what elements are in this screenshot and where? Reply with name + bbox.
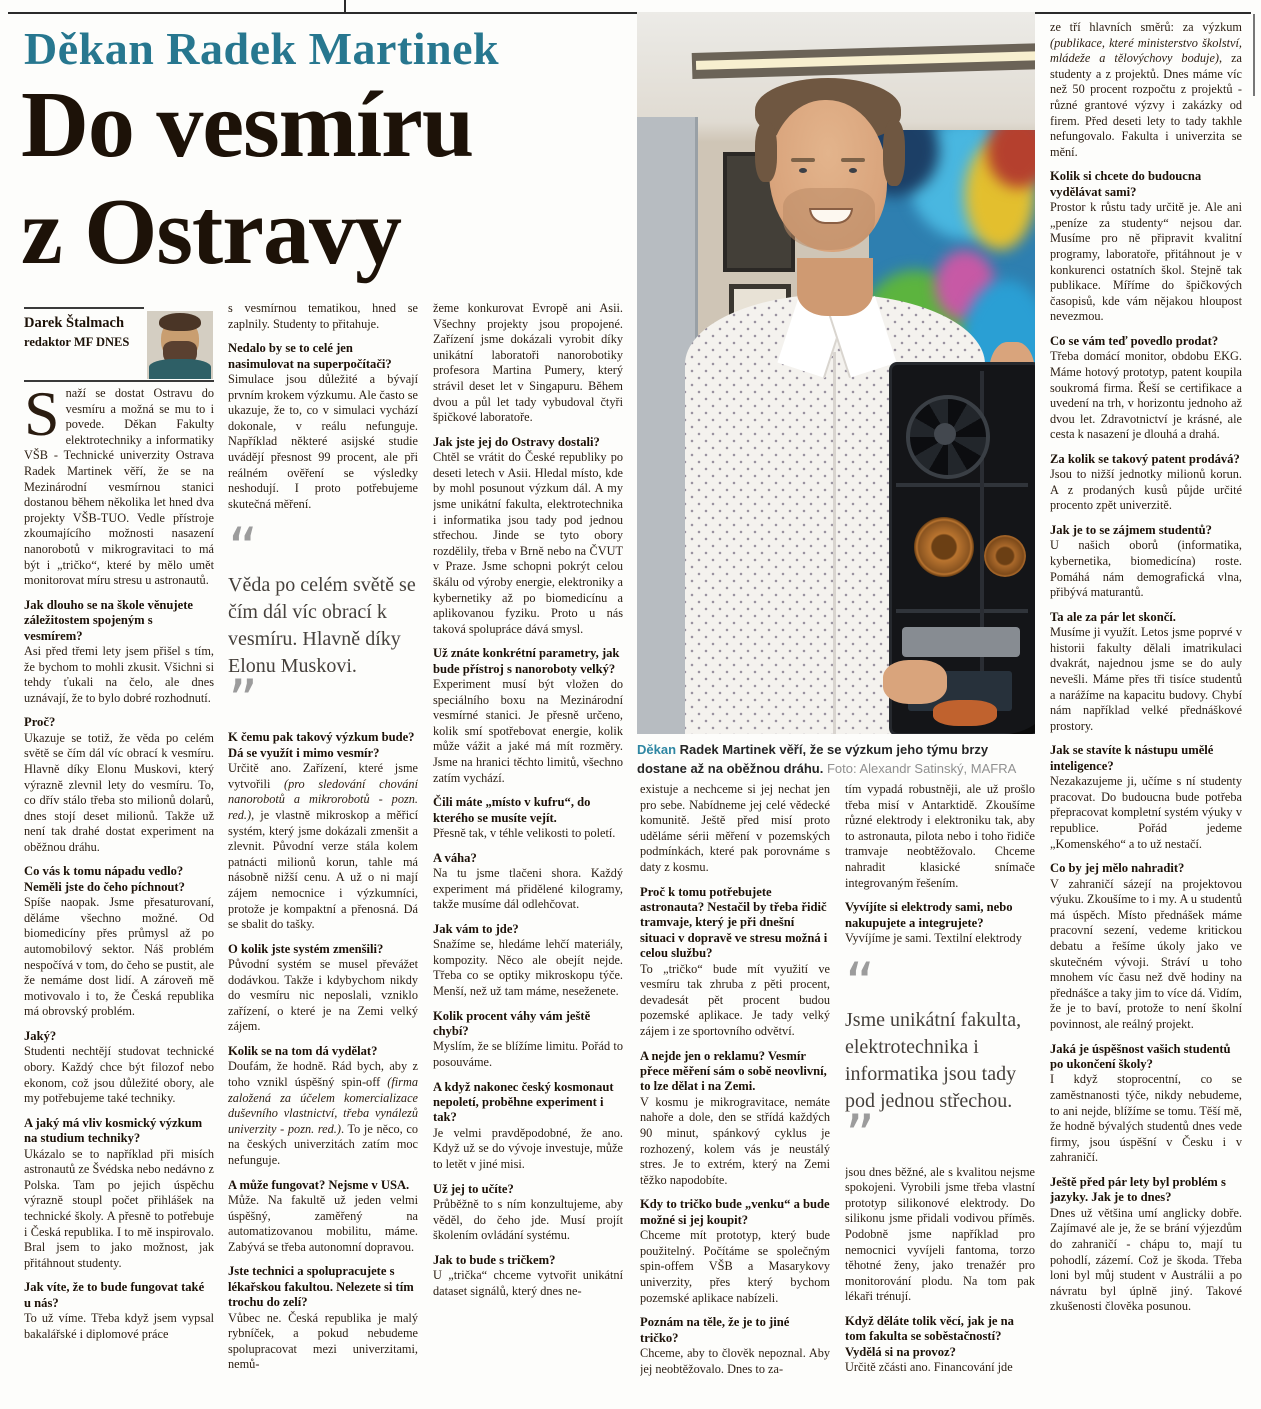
question-heading: Jak to bude s tričkem? [433, 1252, 556, 1267]
answer-paragraph: U „trička“ chceme vytvořit unikátní dataset signálů, který dnes ne- [433, 1268, 623, 1298]
answer-paragraph: Ukazuje se totiž, že věda po celém světě se čím dál víc obrací k vesmíru. Hlavně díky Elonu Muskovi, který výrazně zlevnil lety do vesmíru. To, co dřív stálo třeba sto milionů dolarů, dnes stojí deset milionů. Takže už není tak drahé dostat experiment na oběžnou dráhu. [24, 730, 214, 854]
answer-paragraph: Snažíme se, hledáme lehčí materiály, kompozity. Něco ale obejít nejde. Třeba co se optiky mikroskopu týče. Menší, než už tam máme, neseženete. [433, 937, 623, 999]
byline [24, 303, 214, 383]
top-rule [8, 12, 1251, 14]
author-portrait [147, 311, 213, 379]
question-heading: Kolik procent váhy vám ještě chybí? [433, 1008, 591, 1039]
question-heading: Kolik si chcete do budoucna vydělávat sami? [1050, 169, 1202, 199]
answer-paragraph: V zahraničí sázejí na projektovou výuku. Zkoušíme to i my. A u studentů má úspěch. Místo přednášek máme pracovní sezení, vedeme kritickou debatu a řešíme úkoly jako ve skutečném vývoji. Stráví u toho mnohem víc času než dvě hodiny na přednášce a taky jim to více dá. Vidím, že je to baví, protože to není školní povinnost, ale reálný projekt. [1050, 876, 1242, 1031]
pull-quote [228, 515, 418, 736]
device-coil [914, 517, 974, 577]
question-heading: Jaká je úspěšnost vašich studentů po ukončení školy? [1050, 1041, 1231, 1071]
answer-paragraph: Simulace jsou důležité a bývají prvním krokem výzkumu. Ale často se ukazuje, že to, co v simulaci vychází dokonale, v reálu nefunguje. Například některé asijské studie uvádějí přesnost 99 procent, ale při reálném ověření se výsledky neshodují. I proto potřebujeme skutečná měření. [228, 372, 418, 511]
fold-mark [344, 0, 346, 12]
answer-paragraph: Doufám, že hodně. Rád bych, aby z toho vznikl úspěšný spin-off (firma založená za účelem komercializace duševního vlastnictví, třeba vynálezů univerzity - pozn. red.). To je něco, co na českých univerzitách zatím moc nefunguje. [228, 1059, 418, 1168]
answer-paragraph: Vůbec ne. Česká republika je malý rybníček, a pokud nebudeme spolupracovat mezi univerzitami, nemů- [228, 1310, 418, 1372]
text-column-1 [24, 386, 214, 1402]
pull-quote-text: Jsme unikátní fakulta, elektrotechnika i informatika jsou tady pod jednou střechou. [845, 1008, 1022, 1112]
portrait-shirt [149, 359, 211, 379]
answer-paragraph: Určitě ano. Zařízení, které jsme vytvořili (pro sledování chování nanorobotů a mikrorobotů - pozn. red.), je vlastně mikroskop a měřicí systém, který jsme dokázali zmenšit a zlevnit. Původní verze stála kolem patnácti milionů korun, tahle má násobně nižší cenu. A už o ni mají zájem nemocnice i výzkumníci, protože je kompaktní a přenosná. Dá se sbalit do tašky. [228, 761, 418, 932]
question-heading: Co vás k tomu nápadu vedlo? Neměli jste do čeho píchnout? [24, 864, 185, 894]
answer-paragraph: Myslím, že se blížíme limitu. Pořád to posouváme. [433, 1039, 623, 1070]
question-heading: Kolik se na tom dá vydělat? [228, 1044, 378, 1059]
question-heading: Ta ale za pár let skončí. [1050, 609, 1176, 624]
kicker: Děkan Radek Martinek [24, 23, 500, 74]
shirt-placket [833, 352, 836, 734]
question-heading: Kdy to tričko bude „venku“ a bude možné si jej koupit? [640, 1197, 830, 1227]
question-heading: Čili máte „místo v kufru“, do kterého se musíte vejít. [433, 795, 591, 825]
answer-paragraph: Může. Na fakultě už jeden velmi úspěšný, zaměřený na automatizovanou mobilitu, máme. Zabývá se třeba autonomní dopravou. [228, 1193, 418, 1254]
author-role: redaktor MF DNES [24, 335, 130, 349]
question-heading: Nedalo by se to celé jen nasimulovat na superpočítači? [228, 341, 392, 371]
answer-paragraph: Spíše naopak. Jsme přesaturovaní, děláme všechno možné. Od biomedicíny přes průmysl až po automobilový sektor. Náš problém nespočívá v tom, do čeho se pustit, ale že nemáme dost lidí. A zároveň mě motivovalo i to, že Česká republika má obrovský problém. [24, 895, 214, 1019]
answer-paragraph: ze tří hlavních směrů: za výzkum (publikace, které ministerstvo školství, mládeže a tělovýchovy boduje), za studenty a z projektů. Dnes máme víc než 50 procent rozpočtu z projektů - různé grantové výzvy i zakázky od firem. Před deseti lety to tady takhle nefungovalo. Fakulta i univerzita se mění. [1050, 20, 1242, 159]
question-heading: Co by jej mělo nahradit? [1050, 861, 1185, 876]
answer-paragraph: V kosmu je mikrogravitace, nemáte nahoře a dole, den se střídá každých 90 minut, spánkový cyklus je rozhozený, kolem vás je neustálý stres. Je to extrém, který na Zemi těžko napodobíte. [640, 1094, 830, 1187]
byline-rule-top [24, 307, 144, 309]
answer-paragraph: Nezakazujeme ji, učíme s ní studenty pracovat. Do budoucna bude potřeba přepracovat kompletní systém výuky v republice. Pořád jedeme „Komenského“ a to už nestačí. [1050, 774, 1242, 851]
answer-paragraph: Na tu jsme tlačeni shora. Každý experiment má přidělené kilogramy, takže musíme dál odlehčovat. [433, 866, 623, 912]
answer-paragraph: Musíme ji využít. Letos jsme poprvé v historii fakulty dělali imatrikulaci dvakrát, najednou jsme se do auly nevešli. Máme přes tři tisíce studentů a narážíme na kapacitu budovy. Chybí nám například velké přednáškové prostory. [1050, 625, 1242, 733]
question-heading: Poznám na těle, že je to jiné tričko? [640, 1315, 790, 1345]
eye [799, 168, 807, 173]
question-heading: A váha? [433, 850, 477, 865]
headline-line-1: Do vesmíru [21, 73, 474, 177]
question-heading: Co se vám teď povedlo prodat? [1050, 333, 1219, 348]
headline [21, 72, 473, 286]
answer-paragraph: U našich oborů (informatika, kybernetika, biomedicína) roste. Pomáhá nám demografická vlna, přibývá maturantů. [1050, 538, 1242, 600]
caption-prefix: Děkan [637, 742, 677, 757]
answer-paragraph: Třeba domácí monitor, obdobu EKG. Máme hotový prototyp, patent koupila soukromá firma. Řeší se certifikace a uvedení na trh, v horizontu jednoho až dvou let. Zdravotnictví je krásné, ale cesta k nasazení je dlouhá a drahá. [1050, 349, 1242, 442]
answer-paragraph: Chtěl se vrátit do České republiky po deseti letech v Asii. Hledal místo, kde by mohl posunout výzkum dál. A my jsme unikátní fakulta, elektrotechnika i informatika jsou tady pod jednou střechou. Jinde se tyto obory rozdělily, třeba v Brně nebo na ČVUT v Praze. Jsme schopni pokrýt celou škálu od výroby energie, elektroniky a kybernetiky až po biomedicínu a aplikovanou fyziku. Proto u nás taková spolupráce dává smysl. [433, 450, 623, 636]
close-quote-icon: ” [845, 1101, 874, 1170]
answer-paragraph: To „tričko“ bude mít využití ve vesmíru tak zhruba z pěti procent, devadesát pět procent budou pozemské aplikace. Je tady velký zájem i ze sportovního odvětví. [640, 961, 830, 1038]
device-orange-part [933, 700, 997, 726]
drop-cap: S [24, 386, 60, 449]
text-column-6 [1050, 20, 1242, 1404]
answer-paragraph: Původní systém se musel převážet dodávkou. Takže i kdybychom nikdy do vesmíru nic neposlali, vzniklo zařízení, o které je na Zemi velký zájem. [228, 957, 418, 1034]
light-tube [696, 51, 1035, 70]
question-heading: Jak jste jej do Ostravy dostali? [433, 434, 600, 449]
text-column-4 [640, 782, 830, 1404]
question-heading: Jak dlouho se na škole věnujete záležitostem spojeným s vesmírem? [24, 597, 193, 643]
answer-paragraph: Studenti nechtějí studovat technické obory. Každý chce být filozof nebo ekonom, což jsou důležité obory, ale my potřebujeme také techniky. [24, 1044, 214, 1106]
device-fan-hub [934, 423, 956, 445]
page-edge-rule [1253, 14, 1255, 96]
man-hand [883, 660, 947, 704]
question-heading: Za kolik se takový patent prodává? [1050, 451, 1240, 466]
device-coil [984, 535, 1026, 577]
open-quote-icon: “ [845, 949, 874, 1018]
question-heading: Proč k tomu potřebujete astronauta? Nestačil by třeba řidič tramvaje, který je při dnešní situaci v dopravě ve stresu možná i celou službu? [640, 884, 828, 961]
question-heading: Jak víte, že to bude fungovat také u nás? [24, 1280, 205, 1310]
answer-paragraph: s vesmírnou tematikou, hned se zaplnily. Studenty to přitahuje. [228, 301, 418, 331]
question-heading: Proč? [24, 715, 56, 730]
text-column-2 [228, 301, 418, 1402]
answer-paragraph: Chceme, aby to člověk nepoznal. Aby jej neobtěžovalo. Dnes to za- [640, 1345, 830, 1376]
question-heading: A jaký má vliv kosmický výzkum na studium techniky? [24, 1115, 203, 1146]
question-heading: Jak je to se zájmem studentů? [1050, 523, 1212, 538]
text-column-3 [433, 301, 623, 1402]
answer-paragraph: existuje a nechceme si jej nechat jen pro sebe. Nabídneme jej celé vědecké komunitě. Ještě před misí proto uděláme sérii měření v pozemských podmínkách, které pak porovnáme s daty z kosmu. [640, 782, 830, 874]
answer-paragraph: To už víme. Třeba když jsem vypsal bakalářské i diplomové práce [24, 1311, 214, 1341]
question-heading: Jaký? [24, 1029, 57, 1044]
man-hair [755, 122, 777, 182]
answer-paragraph: jsou dnes běžné, ale s kvalitou nejsme spokojeni. Vyrobili jsme třeba vlastní prototyp silikonové elektrody. Do silikonu jsme přidali vodivou příměs. Podobně jsme například pro nemocnici vyvíjeli fantoma, torzo těhotné ženy, jako trenažér pro monitorování plodu. Na tom pak lékaři trénují. [845, 1164, 1035, 1304]
answer-paragraph: Průběžně to s ním konzultujeme, aby věděl, do čeho jde. Musí projít školením ovládání systému. [433, 1197, 623, 1243]
question-heading: Už znáte konkrétní parametry, jak bude přístroj s nanoroboty velký? [433, 646, 620, 676]
question-heading: K čemu pak takový výzkum bude? Dá se využít i mimo vesmír? [228, 730, 415, 760]
answer-paragraph: Je velmi pravděpodobné, že ano. Když už se do vývoje investuje, může to letět v jiné misi. [433, 1125, 623, 1172]
answer-paragraph: Jsou to nižší jednotky milionů korun. A z prodaných kusů půjde určité procento zpět univerzitě. [1050, 467, 1242, 513]
answer-paragraph: tím vypadá robustněji, ale už prošlo třeba misí v Antarktidě. Zkoušíme různé elektrody i elektroniku tak, aby to astronauta, pilota nebo i toho řidiče tramvaje neobtěžovalo. Chceme nahradit klasické snímače integrovaným řešením. [845, 782, 1035, 890]
answer-paragraph: Dnes už většina umí anglicky dobře. Zajímavé ale je, že se brání výjezdům do zahraničí - chápu to, mají tu pohodlí, zázemí. Což je škoda. Třeba loni byl můj student v Austrálii a po návratu byl úplně jiný. Takové zkušenosti člověka posunou. [1050, 1205, 1242, 1314]
question-heading: Vyvíjíte si elektrody sami, nebo nakupujete a integrujete? [845, 900, 1013, 930]
question-heading: Jak vám to jde? [433, 921, 519, 936]
man-neck [797, 258, 873, 316]
question-heading: O kolik jste systém zmenšili? [228, 941, 384, 956]
answer-paragraph: Ukázalo se to například při misích astronautů ze Švédska nebo nedávno z Polska. Tam po jejich úspěchu výrazně stoupl počet přihlášek na technické školy. A přesně to potřebuje i Česká republika. I to mě inspirovalo. Bral jsem to jako možnost, jak přitáhnout studenty. [24, 1146, 214, 1270]
answer-paragraph: Určitě zčásti ano. Financování jde [845, 1360, 1013, 1375]
author-name: Darek Štalmach [24, 315, 125, 331]
dean-holding-device-photo [637, 12, 1035, 734]
eyebrow [791, 158, 815, 162]
answer-paragraph: Asi před třemi lety jsem přišel s tím, že bychom to mohli zkusit. Všichni si tehdy ťukali na čelo, ale dnes uznávají, že to bylo dobré rozhodnutí. [24, 643, 214, 705]
question-heading: A když nakonec český kosmonaut nepoletí, proběhne experiment i tak? [433, 1079, 614, 1125]
pull-quote [845, 949, 1035, 1170]
close-quote-icon: ” [228, 667, 257, 736]
pull-quote-text: Věda po celém světě se čím dál víc obrací k vesmíru. Hlavně díky Elonu Muskovi. [228, 574, 416, 678]
device-frame-strut [896, 483, 1028, 487]
open-quote-icon: “ [228, 515, 257, 584]
answer-paragraph: Experiment musí být vložen do speciálního boxu na Mezinárodní vesmírné stanici. Je přesně určeno, kolik smí spotřebovat energie, kolik může vážit a jaké má mít rozměry. Jsme na hranici těchto limitů, všechno zatím vychází. [433, 677, 623, 785]
question-heading: A nejde jen o reklamu? Vesmír přece měření sám o sobě neovlivní, to lze dělat i na Zemi. [640, 1048, 827, 1094]
eyebrow [841, 158, 865, 162]
question-heading: Ještě před pár lety byl problém s jazyky. Jak je to dnes? [1050, 1174, 1226, 1205]
question-heading: Jak se stavíte k nástupu umělé inteligence? [1050, 743, 1214, 773]
byline-rule-bottom [24, 380, 214, 382]
answer-paragraph: žeme konkurovat Evropě ani Asii. Všechny projekty jsou propojené. Zařízení jsme dokázali vyrobit díky unikátní laboratoři nanorobotiky profesora Martina Pumery, který strávil deset let v Singapuru. Během dvou a půl let tady vybudoval čtyři špičkové laboratoře. [433, 301, 623, 425]
caption-text: Radek Martinek věří, že se výzkum jeho týmu brzy dostane až na oběžnou dráhu. [637, 742, 989, 776]
text-column-5 [845, 782, 1035, 1404]
answer-paragraph: Chceme mít prototyp, který bude použitelný. Počítáme se společným spin-offem VŠB a Masarykovy univerzity, přes který bychom pozemské aplikace nabízeli. [640, 1228, 830, 1305]
question-heading: Když děláte tolik věcí, jak je na tom fakulta se soběstačností? Vydělá si na provoz? [845, 1313, 1014, 1359]
answer-paragraph: Přesně tak, v téhle velikosti to poletí. [433, 826, 616, 841]
photo-caption [637, 740, 1037, 778]
caption-credit: Foto: Alexandr Satinský, MAFRA [826, 761, 1017, 776]
answer-paragraph: Prostor k růstu tady určitě je. Ale ani „peníze za studenty“ nejsou dar. Musíme pro ně připravit kvalitní programy, laboratoře, přitáhnout je v konkurenci ostatních škol. Stejně tak publikace. Míříme do špičkových časopisů, kde vám nějakou hloupost nevezmou. [1050, 200, 1242, 324]
headline-line-2: z Ostravy [21, 180, 401, 285]
portrait-hair [159, 313, 201, 331]
eye [849, 168, 857, 173]
answer-paragraph: Vyvíjíme je sami. Textilní elektrody [845, 930, 1022, 945]
lead-paragraph: Snaží se dostat Ostravu do vesmíru a možná se mu to i povede. Děkan Fakulty elektrotechniky a informatiky VŠB - Technické univerzity Ostrava Radek Martinek věří, že se na Mezinárodní vesmírnou stanici dostanou během několika let hned dva projekty VŠB-TUO. Vedle přístroje zkoumajícího možnosti nasazení nanorobotů v mikrogravitaci to má být i „tričko“, které by mělo umět monitorovat míru stresu u astronautů. [24, 386, 214, 588]
question-heading: A může fungovat? Nejsme v USA. [228, 1177, 410, 1192]
ceiling-light [692, 43, 1035, 79]
man-hair [883, 120, 905, 186]
answer-paragraph: I když stoprocentní, co se zaměstnanosti týče, nikdy nebudeme, to ani nejde, blížíme se tomu. Těší mě, že hodně bývalých studentů dnes vede firmy, jsou úspěšní v Česku i v zahraničí. [1050, 1072, 1242, 1165]
question-heading: Už jej to učíte? [433, 1181, 514, 1196]
question-heading: Jste technici a spolupracujete s lékařskou fakultou. Nelezete si tím trochu do zelí? [228, 1264, 414, 1310]
